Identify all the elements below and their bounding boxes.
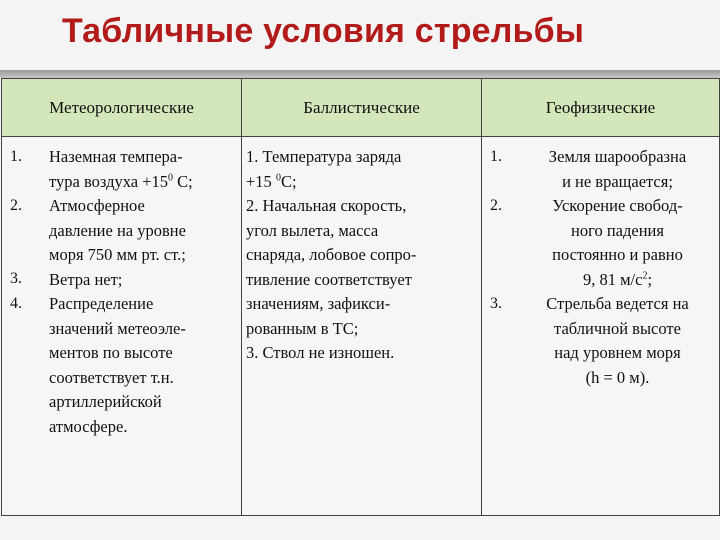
meteo-item-4-line-6: атмосфере.: [49, 416, 128, 436]
ballistic-item-2-line-6: рованным в ТС;: [246, 318, 359, 338]
geo-item-2-line-3: постоянно и равно: [552, 245, 683, 264]
geo-item-3-line-4: (h = 0 м).: [585, 367, 650, 387]
geo-number-3: 3.: [490, 295, 502, 312]
geo-item-1: [518, 145, 717, 194]
geo-item-2-sup: 2: [642, 270, 648, 281]
body-row: [2, 137, 720, 516]
title-divider: [0, 70, 720, 78]
geo-number-2: 2.: [490, 197, 502, 214]
ballistic-item-2-line-4: тивление соответствует: [246, 269, 412, 289]
meteo-item-2-line-2: давление на уровне: [49, 220, 186, 240]
meteo-item-1-line-1: Наземная темпера-: [49, 147, 183, 166]
meteo-item-2-line-3: моря 750 мм рт. ст.;: [49, 245, 186, 264]
header-row: [2, 79, 720, 137]
geo-item-3: [518, 292, 717, 390]
ballistic-item-1-line-1: 1. Температура заряда: [246, 147, 402, 166]
meteo-item-4: [49, 292, 239, 439]
geo-item-3-line-3: над уровнем моря: [554, 343, 681, 362]
geo-item-1-line-1: Земля шарообразна: [548, 147, 687, 166]
meteo-item-4-line-4: соответствует т.н.: [49, 367, 174, 387]
ballistic-cell: [242, 137, 482, 516]
geo-number-1: 1.: [490, 148, 502, 165]
meteo-number-4: 4.: [10, 295, 22, 312]
meteo-item-4-line-5: артиллерийской: [49, 392, 162, 411]
meteo-item-1-sup: 0: [168, 172, 174, 183]
geo-item-2-line-1: Ускорение свобод-: [552, 196, 683, 215]
geo-item-3-line-2: табличной высоте: [554, 318, 681, 338]
header-ballistic: Баллистические: [242, 79, 482, 137]
geo-item-2-line-2: ного падения: [571, 220, 664, 240]
geo-item-2-end: ;: [647, 269, 653, 289]
ballistic-item-2-line-1: 2. Начальная скорость,: [246, 196, 407, 215]
meteo-item-3: Ветра нет;: [49, 269, 123, 289]
ballistic-item-1: [246, 145, 479, 194]
meteo-item-2-line-1: Атмосферное: [49, 196, 145, 215]
meteo-number-3: 3.: [10, 270, 22, 287]
ballistic-item-2-line-5: значениям, зафикси-: [246, 294, 391, 313]
meteo-number-2: 2.: [10, 197, 22, 214]
geo-cell: [482, 137, 720, 516]
geo-item-3-line-1: Стрельба ведется на: [546, 294, 689, 313]
header-meteorological: Метеорологические: [2, 79, 242, 137]
meteo-text: [2, 137, 241, 439]
slide-title: Табличные условия стрельбы: [62, 12, 585, 50]
ballistic-item-1-line-2: +15: [246, 171, 276, 191]
ballistic-item-2-line-3: снаряда, лобовое сопро-: [246, 245, 417, 264]
meteo-cell: [2, 137, 242, 516]
header-geophysical: Геофизические: [482, 79, 720, 137]
meteo-number-1: 1.: [10, 148, 22, 165]
geo-item-2-value: 9, 81 м/с: [582, 269, 643, 289]
geo-item-2: [518, 194, 717, 292]
ballistic-item-2: [246, 194, 479, 341]
conditions-table: [1, 78, 720, 516]
ballistic-item-3: 3. Ствол не изношен.: [246, 343, 395, 362]
meteo-item-4-line-2: значений метеоэле-: [49, 318, 186, 338]
meteo-item-1-line-2-end: С;: [173, 171, 193, 191]
ballistic-item-1-line-2-end: С;: [280, 171, 297, 191]
meteo-item-1: [49, 145, 239, 194]
meteo-item-4-line-3: ментов по высоте: [49, 343, 173, 362]
ballistic-item-2-line-2: угол вылета, масса: [246, 220, 379, 240]
meteo-item-1-line-2: тура воздуха +15: [49, 171, 169, 191]
ballistic-item-1-sup: 0: [275, 172, 281, 183]
geo-item-1-line-2: и не вращается;: [562, 171, 673, 191]
meteo-item-2: [49, 194, 239, 268]
ballistic-text: [242, 137, 481, 366]
meteo-item-4-line-1: Распределение: [49, 294, 154, 313]
geo-text: [482, 137, 719, 390]
